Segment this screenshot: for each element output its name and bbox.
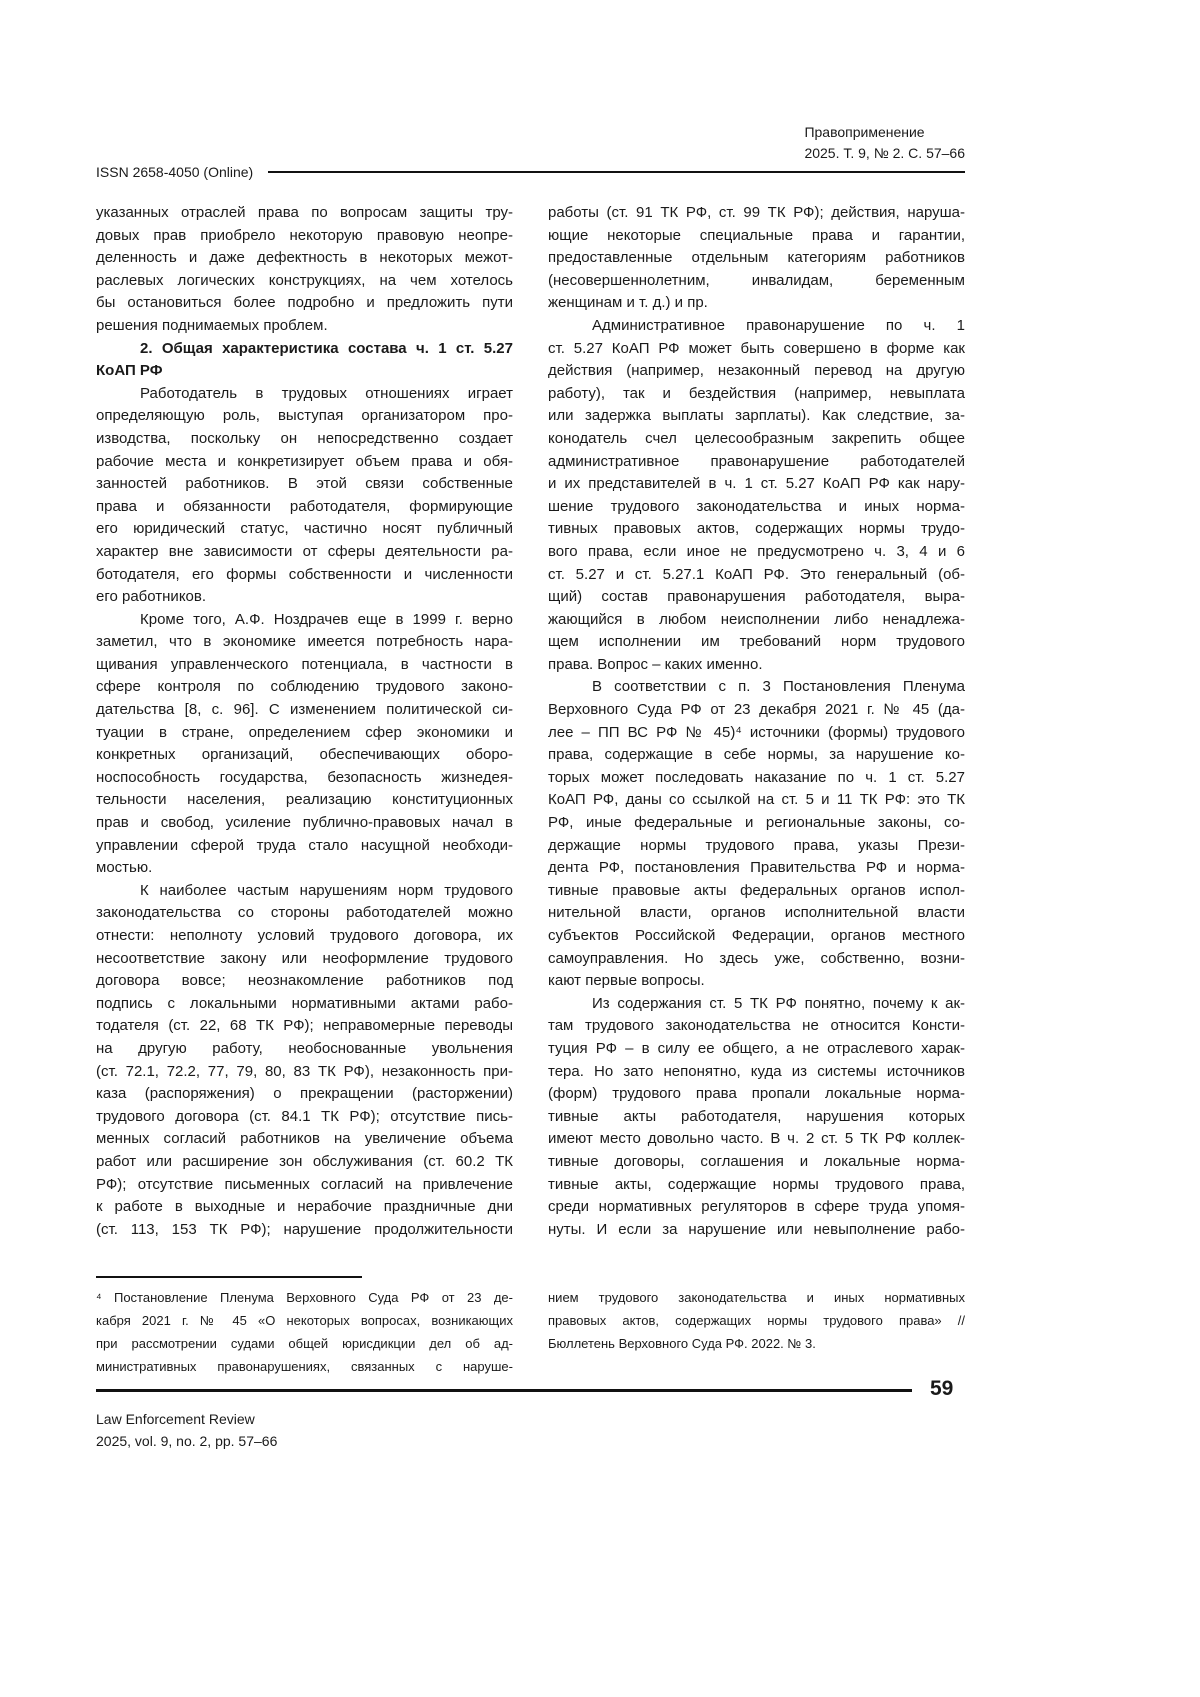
text-line: субъектов Российской Федерации, органов местного <box>548 925 965 948</box>
text-line: законодательства со стороны работодателей можно <box>96 902 513 925</box>
text-line: нительной власти, органов исполнительной власти <box>548 902 965 925</box>
text-line: КоАП РФ, даны со ссылкой на ст. 5 и 11 ТК РФ: это ТК <box>548 789 965 812</box>
text-line: работ или расширение зон обслуживания (ст. 60.2 ТК <box>96 1151 513 1174</box>
text-line: нуты. И если за нарушение или невыполнение рабо- <box>548 1219 965 1242</box>
footnote-right <box>548 1286 965 1355</box>
text-line: конкретных организаций, обеспечивающих оборо- <box>96 744 513 767</box>
text-line: (форм) трудового права пропали локальные норма- <box>548 1083 965 1106</box>
section-heading <box>96 338 513 383</box>
text-line: Верховного Суда РФ от 23 декабря 2021 г. № 45 (да- <box>548 699 965 722</box>
text-line: Из содержания ст. 5 ТК РФ понятно, почему к ак- <box>548 993 965 1016</box>
page-number: 59 <box>930 1377 953 1401</box>
text-line: к работе в выходные и нерабочие праздничные дни <box>96 1196 513 1219</box>
paragraph <box>548 202 965 315</box>
text-line: тодателя (ст. 22, 68 ТК РФ); неправомерные переводы <box>96 1015 513 1038</box>
issue-info-ru: 2025. Т. 9, № 2. С. 57–66 <box>804 143 965 164</box>
text-line: тивные акты, содержащие нормы трудового права, <box>548 1174 965 1197</box>
text-line: шение трудового законодательства и иных норма- <box>548 496 965 519</box>
text-line: сфере контроля по соблюдению трудового законо- <box>96 676 513 699</box>
text-line: там трудового законодательства не относится Консти- <box>548 1015 965 1038</box>
text-line: дательства [8, с. 96]. С изменением политической си- <box>96 699 513 722</box>
text-line: щивания управленческого потенциала, в частности в <box>96 654 513 677</box>
text-line: среди нормативных регуляторов в сфере труда упомя- <box>548 1196 965 1219</box>
text-line: или задержка выплаты зарплаты). Как следствие, за- <box>548 405 965 428</box>
text-line: ющие некоторые специальные права и гарантии, <box>548 225 965 248</box>
text-line: тивные правовые акты федеральных органов испол- <box>548 880 965 903</box>
text-line: бы остановиться более подробно и предложить пути <box>96 292 513 315</box>
text-line: прав и свобод, усиление публично-правовых начал в <box>96 812 513 835</box>
text-line: подпись с локальными нормативными актами рабо- <box>96 993 513 1016</box>
text-line: держащие нормы трудового права, указы Прези- <box>548 835 965 858</box>
paragraph <box>96 880 513 1242</box>
footnote-line: ⁴ Постановление Пленума Верховного Суда РФ от 23 де- <box>96 1286 513 1309</box>
right-column <box>548 202 965 1241</box>
text-line: его работников. <box>96 586 513 609</box>
text-line: действия (например, незаконный перевод на другую <box>548 360 965 383</box>
text-line: на другую работу, необоснованные увольнения <box>96 1038 513 1061</box>
header-rule <box>268 171 965 173</box>
text-line: самоуправления. Но здесь уже, собственно, возни- <box>548 948 965 971</box>
paragraph <box>548 993 965 1242</box>
text-line: туция РФ – в силу ее общего, а не отраслевого харак- <box>548 1038 965 1061</box>
journal-title-ru: Правоприменение <box>804 122 965 143</box>
text-line: 2. Общая характеристика состава ч. 1 ст. 5.27 <box>96 338 513 361</box>
text-line: менных согласий работников на увеличение объема <box>96 1128 513 1151</box>
paragraph <box>548 676 965 992</box>
text-line: отнести: неполноту условий трудового договора, их <box>96 925 513 948</box>
text-line: лее – ПП ВС РФ № 45)⁴ источники (формы) трудового <box>548 722 965 745</box>
text-line: торых может последовать наказание по ч. 1 ст. 5.27 <box>548 767 965 790</box>
text-line: каза (распоряжения) о прекращении (расторжении) <box>96 1083 513 1106</box>
text-line: административное правонарушение работодателей <box>548 451 965 474</box>
text-line: управлении сферой труда стало насущной необходи- <box>96 835 513 858</box>
text-line: характер вне зависимости от сферы деятельности ра- <box>96 541 513 564</box>
footnote-line: правовых актов, содержащих нормы трудового права» // <box>548 1309 965 1332</box>
text-line: Работодатель в трудовых отношениях играет <box>96 383 513 406</box>
footnote-left <box>96 1286 513 1378</box>
text-line: щем исполнении им требований норм трудового <box>548 631 965 654</box>
text-line: права, содержащие в себе нормы, за нарушение ко- <box>548 744 965 767</box>
text-line: женщинам и т. д.) и пр. <box>548 292 965 315</box>
running-footer <box>96 1408 277 1452</box>
text-line: носпособность государства, безопасность жизнедея- <box>96 767 513 790</box>
text-line: и их представителей в ч. 1 ст. 5.27 КоАП РФ как нару- <box>548 473 965 496</box>
text-line: мостью. <box>96 857 513 880</box>
issue-info-en: 2025, vol. 9, no. 2, pp. 57–66 <box>96 1430 277 1452</box>
footer-rule <box>96 1389 912 1392</box>
text-line: тельности населения, реализацию конституционных <box>96 789 513 812</box>
paragraph <box>548 315 965 677</box>
text-line: указанных отраслей права по вопросам защиты тру- <box>96 202 513 225</box>
issn: ISSN 2658-4050 (Online) <box>96 163 253 181</box>
text-line: договора вовсе; неознакомление работников под <box>96 970 513 993</box>
text-line: права и обязанности работодателя, формирующие <box>96 496 513 519</box>
text-line: заметил, что в экономике имеется потребность нара- <box>96 631 513 654</box>
text-line: (несовершеннолетним, инвалидам, беременным <box>548 270 965 293</box>
text-line: Кроме того, А.Ф. Ноздрачев еще в 1999 г. верно <box>96 609 513 632</box>
text-line: (ст. 113, 153 ТК РФ); нарушение продолжительности <box>96 1219 513 1242</box>
journal-title-en: Law Enforcement Review <box>96 1408 277 1430</box>
text-line: довых прав приобрело некоторую правовую неопре- <box>96 225 513 248</box>
text-line: (ст. 72.1, 72.2, 77, 79, 80, 83 ТК РФ), незаконность при- <box>96 1061 513 1084</box>
left-column <box>96 202 513 1241</box>
text-line: занностей работников. В этой связи собственные <box>96 473 513 496</box>
text-line: ст. 5.27 КоАП РФ может быть совершено в форме как <box>548 338 965 361</box>
text-line: жающийся в любом неисполнении либо ненадлежа- <box>548 609 965 632</box>
text-line: ботодателя, его формы собственности и численности <box>96 564 513 587</box>
text-line: тивные договоры, соглашения и локальные норма- <box>548 1151 965 1174</box>
text-line: щий) состав правонарушения работодателя, выра- <box>548 586 965 609</box>
text-line: конодатель счел целесообразным закрепить общее <box>548 428 965 451</box>
text-line: тивных правовых актов, содержащих нормы трудо- <box>548 518 965 541</box>
text-line: работу), так и бездействия (например, невыплата <box>548 383 965 406</box>
paragraph <box>96 383 513 609</box>
text-line: тивные акты работодателя, нарушения которых <box>548 1106 965 1129</box>
footnote-rule <box>96 1276 362 1278</box>
text-line: изводства, поскольку он непосредственно создает <box>96 428 513 451</box>
text-line: трудового договора (ст. 84.1 ТК РФ); отсутствие пись- <box>96 1106 513 1129</box>
text-line: КоАП РФ <box>96 360 513 383</box>
text-line: права. Вопрос – каких именно. <box>548 654 965 677</box>
footnote-line: Бюллетень Верховного Суда РФ. 2022. № 3. <box>548 1332 965 1355</box>
text-line: РФ); отсутствие письменных согласий на привлечение <box>96 1174 513 1197</box>
text-line: В соответствии с п. 3 Постановления Пленума <box>548 676 965 699</box>
text-line: имеют место довольно часто. В ч. 2 ст. 5 ТК РФ коллек- <box>548 1128 965 1151</box>
text-line: тера. Но зато непонятно, куда из системы источников <box>548 1061 965 1084</box>
text-line: рабочие места и конкретизирует объем права и обя- <box>96 451 513 474</box>
text-line: решения поднимаемых проблем. <box>96 315 513 338</box>
text-line: вого права, если иное не предусмотрено ч. 3, 4 и 6 <box>548 541 965 564</box>
text-line: РФ, иные федеральные и региональные законы, со- <box>548 812 965 835</box>
text-line: ст. 5.27 и ст. 5.27.1 КоАП РФ. Это генеральный (об- <box>548 564 965 587</box>
paragraph <box>96 609 513 880</box>
footnote-line: кабря 2021 г. № 45 «О некоторых вопросах, возникающих <box>96 1309 513 1332</box>
text-line: несоответствие закону или неоформление трудового <box>96 948 513 971</box>
text-line: его юридический статус, частично носят публичный <box>96 518 513 541</box>
text-line: определяющую роль, выступая организатором про- <box>96 405 513 428</box>
paragraph <box>96 202 513 338</box>
text-line: раслевых логических конструкциях, на чем хотелось <box>96 270 513 293</box>
footnote-line: при рассмотрении судами общей юрисдикции дел об ад- <box>96 1332 513 1355</box>
text-line: кают первые вопросы. <box>548 970 965 993</box>
text-line: туации в стране, определением сфер экономики и <box>96 722 513 745</box>
text-line: К наиболее частым нарушениям норм трудового <box>96 880 513 903</box>
text-line: деленность и даже дефектность в некоторых межот- <box>96 247 513 270</box>
text-line: работы (ст. 91 ТК РФ, ст. 99 ТК РФ); действия, наруша- <box>548 202 965 225</box>
running-header <box>804 122 965 164</box>
text-line: Административное правонарушение по ч. 1 <box>548 315 965 338</box>
text-line: предоставленные отдельным категориям работников <box>548 247 965 270</box>
footnote-line: нием трудового законодательства и иных нормативных <box>548 1286 965 1309</box>
text-line: дента РФ, постановления Правительства РФ и норма- <box>548 857 965 880</box>
footnote-line: министративных правонарушениях, связанных с наруше- <box>96 1355 513 1378</box>
